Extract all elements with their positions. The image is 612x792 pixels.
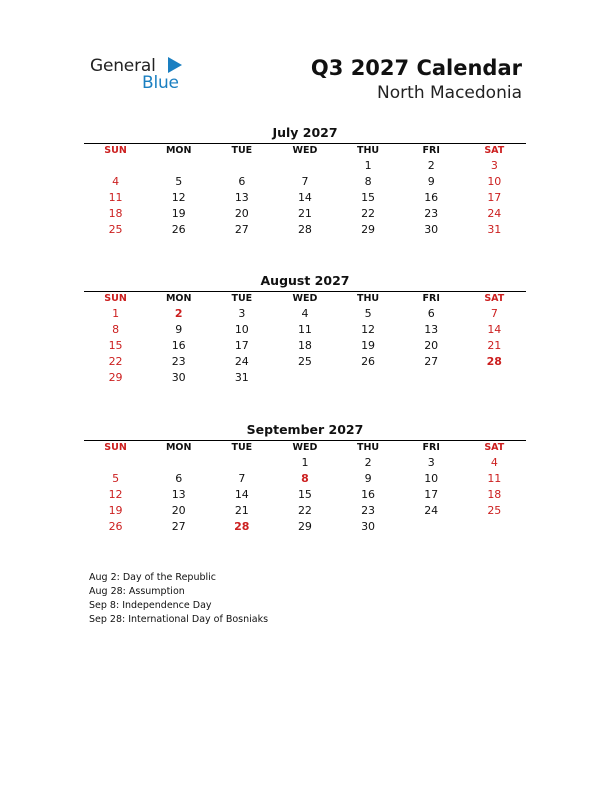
month-grid — [84, 144, 526, 238]
empty-day-cell — [147, 158, 210, 174]
day-cell: 4 — [112, 175, 120, 188]
day-cell: 1 — [112, 307, 120, 320]
weekday-header: SUN — [104, 293, 127, 304]
day-cell: 11 — [487, 472, 502, 485]
day-cell: 8 — [112, 323, 120, 336]
holiday-day-cell: 2 — [174, 307, 183, 320]
weekday-header: SAT — [484, 442, 505, 453]
logo-general-text: General — [90, 56, 156, 76]
holiday-note: Aug 28: Assumption — [89, 586, 185, 597]
holiday-notes — [89, 571, 268, 627]
day-cell: 16 — [171, 339, 186, 352]
day-cell: 10 — [487, 175, 502, 188]
weekday-header: WED — [292, 442, 318, 453]
day-cell: 19 — [361, 339, 376, 352]
day-cell: 15 — [108, 339, 123, 352]
holiday-day-cell: 28 — [486, 355, 502, 368]
day-cell: 4 — [490, 456, 498, 469]
weekday-header: SUN — [104, 442, 127, 453]
day-cell: 26 — [361, 355, 376, 368]
day-cell: 19 — [171, 207, 186, 220]
weekday-header: MON — [165, 293, 192, 304]
day-cell: 6 — [175, 472, 183, 485]
empty-day-cell — [84, 158, 147, 174]
day-cell: 30 — [171, 371, 186, 384]
day-cell: 6 — [427, 307, 435, 320]
day-cell: 25 — [108, 223, 123, 236]
day-cell: 18 — [487, 488, 502, 501]
day-cell: 15 — [297, 488, 312, 501]
month-title: July 2027 — [272, 125, 338, 140]
day-cell: 30 — [361, 520, 376, 533]
day-cell: 6 — [238, 175, 246, 188]
weekday-header: TUE — [231, 442, 253, 453]
day-cell: 27 — [234, 223, 249, 236]
logo-triangle-icon — [168, 57, 182, 73]
day-cell: 13 — [234, 191, 249, 204]
day-cell: 15 — [361, 191, 376, 204]
day-cell: 11 — [297, 323, 312, 336]
weekday-header: THU — [356, 145, 380, 156]
weekday-header: SAT — [484, 293, 505, 304]
day-cell: 30 — [424, 223, 439, 236]
weekday-header: MON — [165, 145, 192, 156]
day-cell: 21 — [297, 207, 312, 220]
day-cell: 1 — [364, 159, 372, 172]
day-cell: 7 — [490, 307, 498, 320]
day-cell: 20 — [234, 207, 249, 220]
weekday-header: TUE — [231, 145, 253, 156]
day-cell: 3 — [238, 307, 246, 320]
weekday-header: FRI — [422, 442, 440, 453]
day-cell: 26 — [171, 223, 186, 236]
day-cell: 14 — [234, 488, 249, 501]
day-cell: 3 — [427, 456, 435, 469]
day-cell: 24 — [424, 504, 439, 517]
day-cell: 18 — [297, 339, 312, 352]
day-cell: 20 — [171, 504, 186, 517]
day-cell: 31 — [487, 223, 502, 236]
holiday-day-cell: 28 — [234, 520, 250, 533]
weekday-header: THU — [356, 293, 380, 304]
day-cell: 19 — [108, 504, 123, 517]
empty-day-cell — [84, 455, 147, 471]
day-cell: 25 — [487, 504, 502, 517]
day-cell: 5 — [175, 175, 183, 188]
day-cell: 5 — [364, 307, 372, 320]
day-cell: 17 — [424, 488, 439, 501]
day-cell: 13 — [424, 323, 439, 336]
day-cell: 24 — [234, 355, 249, 368]
holiday-note: Sep 28: International Day of Bosniaks — [89, 614, 269, 625]
weekday-header: FRI — [422, 293, 440, 304]
day-cell: 14 — [297, 191, 312, 204]
weekday-header: MON — [165, 442, 192, 453]
day-cell: 28 — [297, 223, 312, 236]
holiday-note: Sep 8: Independence Day — [89, 600, 212, 611]
day-cell: 11 — [108, 191, 123, 204]
month-title: September 2027 — [246, 422, 364, 437]
day-cell: 23 — [361, 504, 376, 517]
day-cell: 2 — [427, 159, 435, 172]
day-cell: 1 — [301, 456, 309, 469]
day-cell: 9 — [175, 323, 183, 336]
day-cell: 12 — [361, 323, 376, 336]
page-subtitle: North Macedonia — [377, 83, 522, 103]
day-cell: 17 — [487, 191, 502, 204]
empty-day-cell — [147, 455, 210, 471]
weekday-header: FRI — [422, 145, 440, 156]
weekday-header: THU — [356, 442, 380, 453]
weekday-header: WED — [292, 145, 318, 156]
day-cell: 22 — [361, 207, 376, 220]
day-cell: 25 — [297, 355, 312, 368]
empty-day-cell — [210, 158, 273, 174]
day-cell: 7 — [301, 175, 309, 188]
day-cell: 12 — [108, 488, 123, 501]
day-cell: 22 — [297, 504, 312, 517]
empty-day-cell — [273, 158, 336, 174]
weekday-header: TUE — [231, 293, 253, 304]
logo — [90, 56, 200, 96]
month-july — [84, 125, 526, 238]
month-grid — [84, 292, 526, 386]
day-cell: 16 — [361, 488, 376, 501]
month-august — [84, 273, 526, 386]
day-cell: 29 — [108, 371, 123, 384]
day-cell: 31 — [234, 371, 249, 384]
weekday-header: SUN — [104, 145, 127, 156]
holiday-day-cell: 8 — [301, 472, 309, 485]
day-cell: 9 — [427, 175, 435, 188]
empty-day-cell — [210, 455, 273, 471]
day-cell: 10 — [424, 472, 439, 485]
day-cell: 5 — [112, 472, 120, 485]
month-grid — [84, 441, 526, 535]
day-cell: 18 — [108, 207, 123, 220]
day-cell: 13 — [171, 488, 186, 501]
day-cell: 3 — [490, 159, 498, 172]
day-cell: 29 — [297, 520, 312, 533]
weekday-header: WED — [292, 293, 318, 304]
day-cell: 27 — [424, 355, 439, 368]
day-cell: 8 — [364, 175, 372, 188]
holiday-note: Aug 2: Day of the Republic — [89, 572, 217, 583]
weekday-header: SAT — [484, 145, 505, 156]
day-cell: 23 — [424, 207, 439, 220]
day-cell: 21 — [234, 504, 249, 517]
day-cell: 26 — [108, 520, 123, 533]
day-cell: 7 — [238, 472, 246, 485]
day-cell: 10 — [234, 323, 249, 336]
month-september — [84, 422, 526, 535]
day-cell: 20 — [424, 339, 439, 352]
day-cell: 16 — [424, 191, 439, 204]
day-cell: 14 — [487, 323, 502, 336]
day-cell: 21 — [487, 339, 502, 352]
day-cell: 27 — [171, 520, 186, 533]
day-cell: 4 — [301, 307, 309, 320]
day-cell: 9 — [364, 472, 372, 485]
month-title: August 2027 — [260, 273, 350, 288]
day-cell: 24 — [487, 207, 502, 220]
logo-blue-text: Blue — [142, 73, 179, 93]
day-cell: 22 — [108, 355, 123, 368]
day-cell: 17 — [234, 339, 249, 352]
day-cell: 2 — [364, 456, 372, 469]
day-cell: 23 — [171, 355, 186, 368]
day-cell: 29 — [361, 223, 376, 236]
day-cell: 12 — [171, 191, 186, 204]
page-title: Q3 2027 Calendar — [310, 56, 522, 80]
